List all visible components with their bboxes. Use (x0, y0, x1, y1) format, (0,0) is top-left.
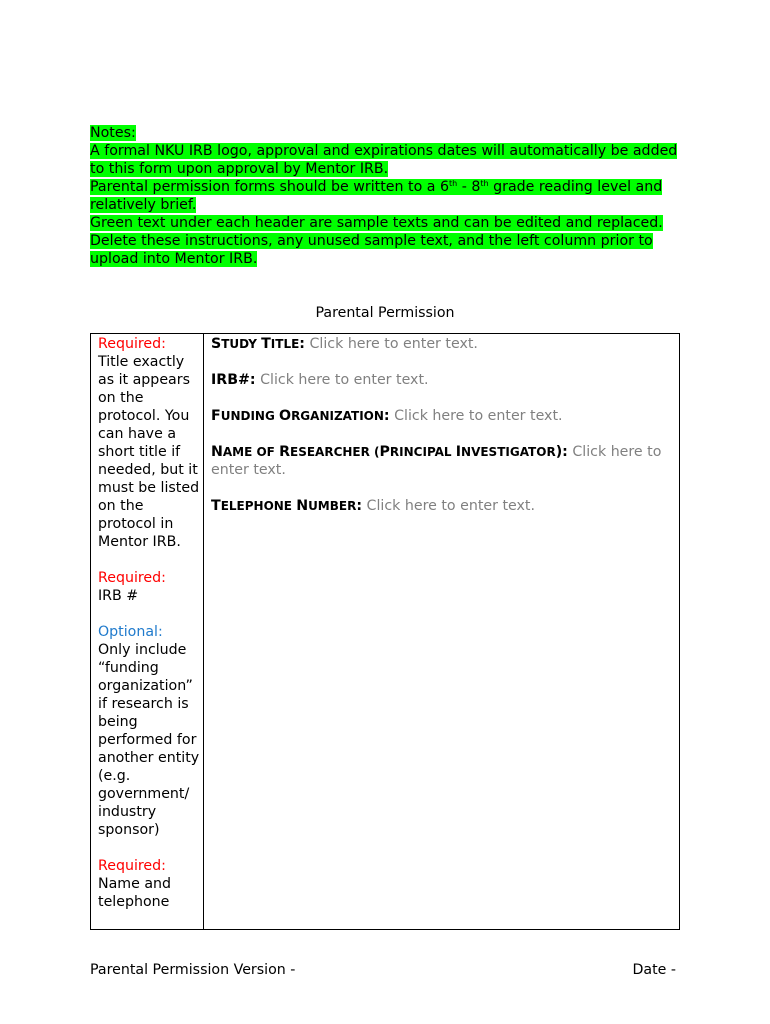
note-logo-approval: A formal NKU IRB logo, approval and expirations dates will automatically be added to this form upon approval by Mentor IRB. (90, 143, 678, 177)
instruction-researcher (98, 857, 203, 911)
irb-number-label: IRB#: (211, 372, 256, 388)
study-title-field (211, 335, 673, 353)
researcher-name-field (211, 443, 673, 479)
funding-organization-input[interactable]: Click here to enter text. (394, 408, 563, 424)
form-table (90, 333, 680, 930)
study-title-input[interactable]: Click here to enter text. (309, 336, 478, 352)
instructions-column (91, 334, 204, 929)
optional-label: Optional: (98, 624, 163, 640)
notes-heading: Notes: (90, 125, 136, 141)
required-label: Required: (98, 858, 166, 874)
instruction-text: Name and telephone (98, 876, 172, 910)
researcher-name-input[interactable]: Click here to enter text. (211, 444, 662, 478)
instruction-study-title (98, 335, 203, 551)
instruction-notes (90, 124, 680, 268)
required-label: Required: (98, 336, 166, 352)
funding-organization-label: FUNDING ORGANIZATION: (211, 408, 390, 424)
instruction-text: Title exactly as it appears on the protocol. You can have a short title if needed, but it must be listed on the protocol in Mentor IRB. (98, 354, 200, 550)
telephone-number-label: TELEPHONE NUMBER: (211, 498, 363, 514)
footer-date: Date - (632, 962, 676, 978)
funding-organization-field (211, 407, 673, 425)
footer-version: Parental Permission Version - (90, 962, 296, 978)
instruction-funding (98, 623, 203, 839)
note-sample-text: Green text under each header are sample texts and can be edited and replaced. (90, 215, 663, 231)
required-label: Required: (98, 570, 166, 586)
researcher-name-label: NAME OF RESEARCHER (PRINCIPAL INVESTIGATOR): (211, 444, 568, 460)
telephone-number-input[interactable]: Click here to enter text. (366, 498, 535, 514)
document-title: Parental Permission (315, 305, 455, 321)
form-fields-column (204, 334, 679, 929)
note-delete-instructions: Delete these instructions, any unused sample text, and the left column prior to upload into Mentor IRB. (90, 233, 653, 267)
irb-number-input[interactable]: Click here to enter text. (260, 372, 429, 388)
note-reading-level: Parental permission forms should be written to a 6th - 8th grade reading level and relatively brief. (90, 179, 663, 213)
instruction-text: Only include “funding organization” if research is being performed for another entity (e.g. government/ industry sponsor) (98, 642, 200, 838)
study-title-label: STUDY TITLE: (211, 336, 305, 352)
telephone-number-field (211, 497, 673, 515)
irb-number-field (211, 371, 673, 389)
instruction-text: IRB # (98, 588, 139, 604)
instruction-irb (98, 569, 203, 605)
